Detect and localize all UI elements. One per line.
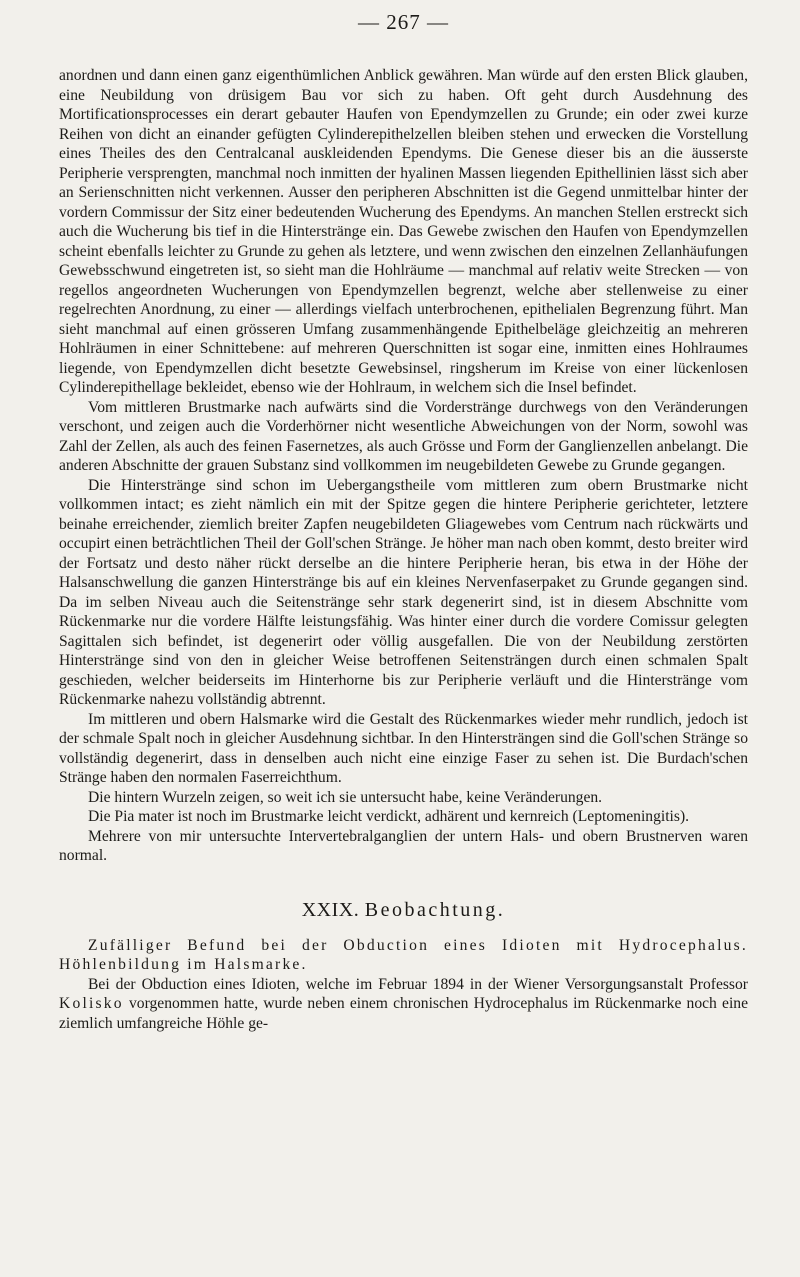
section-number: XXIX.: [301, 898, 360, 921]
paragraph: Mehrere von mir untersuchte Intervertebralganglien der untern Hals- und obern Brustnerven waren normal.: [59, 827, 748, 864]
paragraph: Vom mittleren Brustmarke nach aufwärts sind die Vorderstränge durchwegs von den Veränderungen verschont, und zeigen auch die Vorderhörner nicht wesentliche Abweichungen von der Norm, sowohl was Zahl der Zellen, als auch des feinen Fasernetzes, als auch Grösse und Form der Ganglienzellen anbelangt. Die anderen Abschnitte der grauen Substanz sind vollkommen im neugebildeten Gewebe zu Grunde gegangen.: [59, 398, 748, 474]
paragraph: Die Pia mater ist noch im Brustmarke leicht verdickt, adhärent und kernreich (Leptomeningitis).: [88, 808, 690, 825]
author-name: Kolisko: [59, 995, 124, 1012]
body-text: [59, 66, 748, 1033]
paragraph: anordnen und dann einen ganz eigenthümlichen Anblick gewähren. Man würde auf den ersten Blick glauben, eine Neubildung von drüsigem Bau vor sich zu haben. Oft geht durch Ausdehnung des Mortificationsprocesses ein derart gebauter Haufen von Ependymzellen zu Grunde; ein oder zwei kurze Reihen von dicht an einander gefügten Cylinderepithelzellen bleiben stehen und erwecken die Vorstellung eines Theiles des den Centralcanal auskleidenden Ependyms. Die Genese dieser bis an die äusserste Peripherie versprengten, manchmal noch inmitten der hyalinen Massen liegenden Epithellinien lässt sich aber an Serienschnitten nicht verkennen. Ausser den peripheren Abschnitten ist die Gegend unmittelbar hinter der vordern Commissur der Sitz einer bedeutenden Wucherung des Ependyms. An manchen Stellen erstreckt sich auch die Wucherung bis tief in die Hinterstränge ein. Das Gewebe zwischen den Haufen von Ependymzellen scheint ebenfalls leichter zu Grunde zu gehen als letztere, und wenn zwischen den einzelnen Zellanhäufungen Gewebsschwund eingetreten ist, so sieht man die Hohlräume — manchmal auf relativ weite Strecken — von regellos angeordneten Wucherungen von Ependymzellen begrenzt, welche aber stellenweise zu einer regelrechten Anordnung, zu einer — allerdings vielfach unterbrochenen, epithelialen Begrenzung führt. Man sieht manchmal auf einen grösseren Umfang zusammenhängende Epithelbeläge gleichzeitig an mehreren Hohlräumen in einer Schnittebene: auf mehreren Querschnitten ist sogar eine, inmitten eines Hohlraumes liegende, von Ependymzellen dicht besetzte Gewebsinsel, ringsherum im Kreise von einer lückenlosen Cylinderepithellage bekleidet, ebenso wie der Hohlraum, in welchem sich die Insel befindet.: [59, 67, 748, 396]
paragraph: Die hintern Wurzeln zeigen, so weit ich sie untersucht habe, keine Veränderungen.: [88, 788, 603, 806]
section-heading: [59, 898, 748, 922]
section-title: Beobachtung.: [364, 898, 506, 921]
page-number: — 267 —: [358, 10, 449, 34]
section-subtitle: Zufälliger Befund bei der Obduction eines Idioten mit Hydrocephalus. Höhlenbildung im Halsmarke.: [59, 936, 748, 973]
paragraph-text: Bei der Obduction eines Idioten, welche im Februar 1894 in der Wiener Versorgungsanstalt Professor: [88, 975, 748, 993]
paragraph: [59, 975, 748, 1034]
paragraph: Im mittleren und obern Halsmarke wird die Gestalt des Rückenmarkes wieder mehr rundlich, jedoch ist der schmale Spalt noch in gleicher Ausdehnung sichtbar. In den Hintersträngen sind die Goll'schen Stränge so vollständig degenerirt, dass in denselben auch nicht eine einzige Faser zu sehen ist. Die Burdach'schen Stränge haben den normalen Faserreichthum.: [59, 710, 748, 786]
paragraph: Die Hinterstränge sind schon im Uebergangstheile vom mittleren zum obern Brustmarke nicht vollkommen intact; es zieht nämlich ein mit der Spitze gegen die hintere Peripherie gerichteter, letztere beinahe erreichender, ziemlich breiter Zapfen neugebildeten Gliagewebes vom Centrum nach rückwärts und occupirt einen beträchtlichen Theil der Goll'schen Stränge. Je höher man nach oben kommt, desto breiter wird der Fortsatz und desto näher rückt derselbe an die hintere Peripherie heran, bis etwa in der Höhe der Halsanschwellung die ganzen Hinterstränge bis auf ein kleines Nervenfaserpaket zu Grunde gegangen sind. Da im selben Niveau auch die Seitenstränge sehr stark degenerirt sind, ist in diesem Abschnitte vom Rückenmarke nur die vordere Hälfte leistungsfähig. Was hinter einer durch die vordere Comissur gelegten Sagittalen sich befindet, ist degenerirt oder völlig ausgefallen. Die von der Neubildung zerstörten Hinterstränge sind von den in gleicher Weise betroffenen Seitensträngen durch einen schmalen Spalt geschieden, welcher beiderseits im Hinterhorne bis zur Peripherie verläuft und die Hinterstränge vom Rückenmarke nahezu vollständig abtrennt.: [59, 476, 748, 708]
paragraph-text: vorgenommen hatte, wurde neben einem chronischen Hydrocephalus im Rückenmarke noch eine ziemlich umfangreiche Höhle ge-: [59, 995, 748, 1032]
